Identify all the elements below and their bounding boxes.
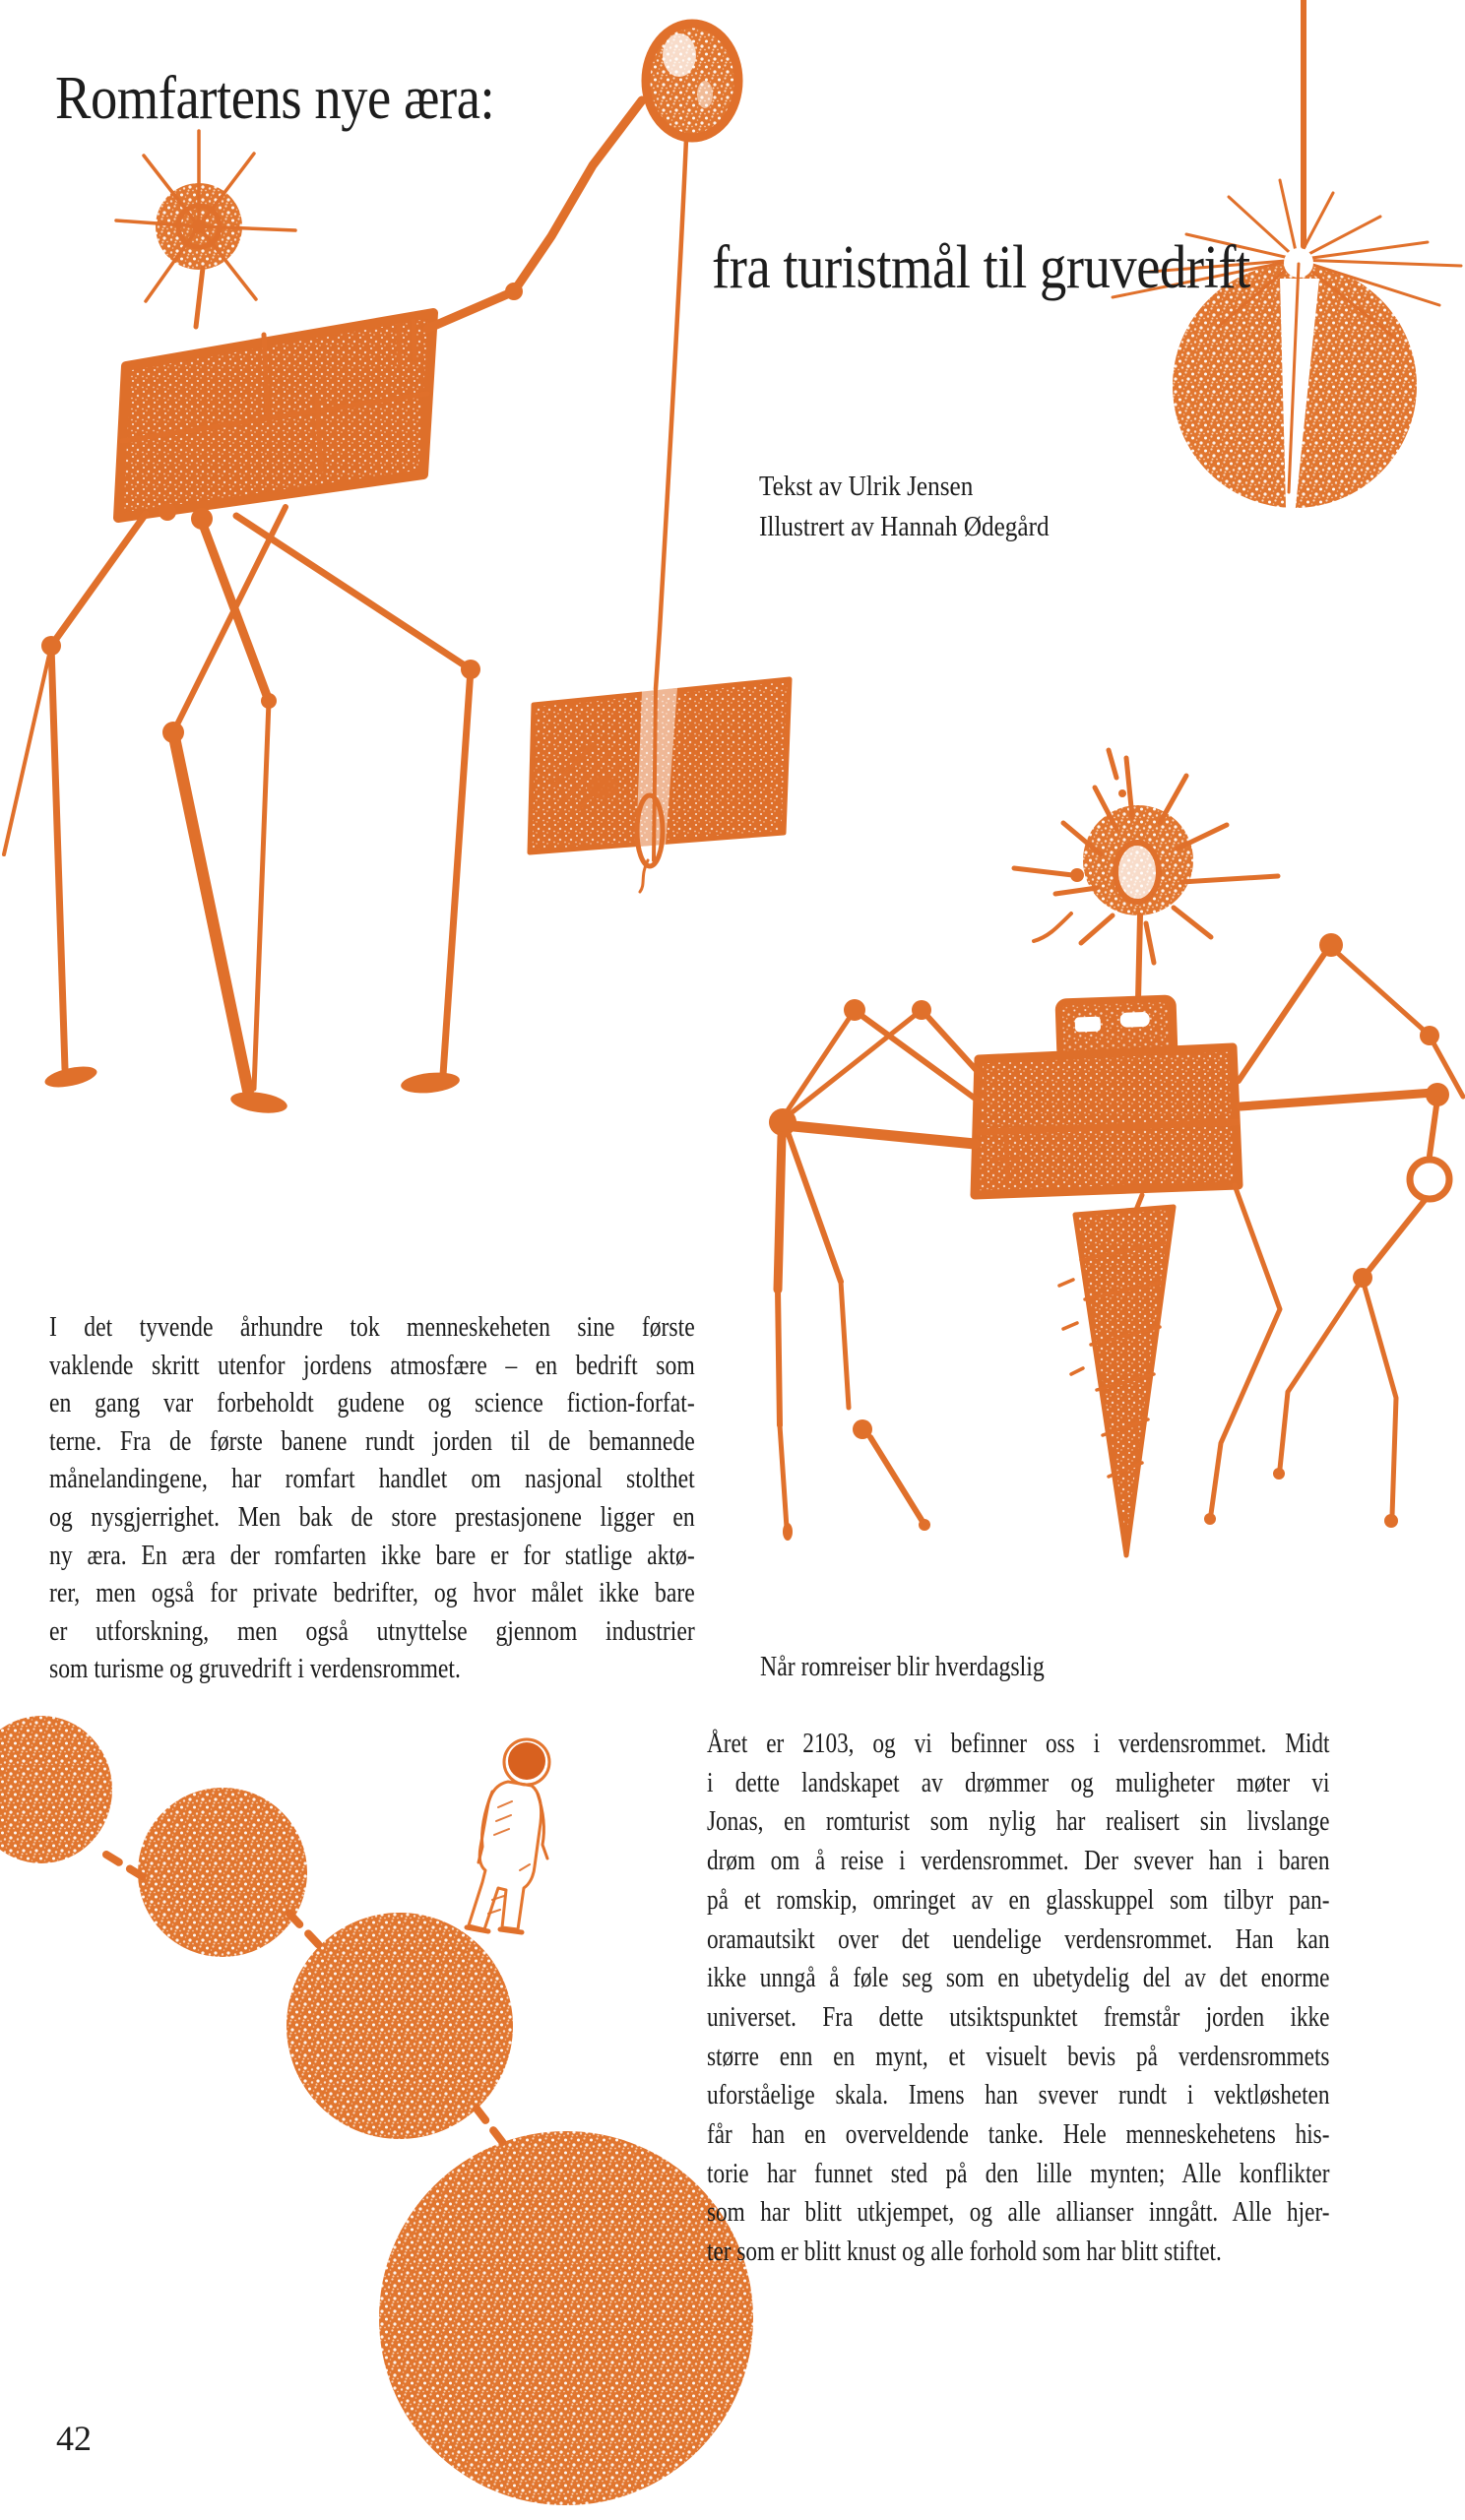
balloon-illustration: [646, 24, 738, 689]
text-line: oramautsikt over det uendelige verdensrommet. Han kan: [707, 1923, 1330, 1955]
byline: [759, 467, 1050, 547]
text-line: ikke unngå å føle seg som en ubetydelig del av det enorme: [707, 1963, 1330, 1994]
text-line: og nysgjerrighet. Men bak de store prestasjonene ligger en: [49, 1501, 695, 1533]
byline-illustrator: Illustrert av Hannah Ødegård: [759, 512, 1050, 542]
robot-sun-head: [116, 131, 295, 301]
text-line: større enn en mynt, et visuelt bevis på verdensrommets: [707, 2041, 1330, 2072]
text-line: terne. Fra de første banene rundt jorden til de bemannede: [49, 1425, 695, 1457]
mining-robot-illustration: [769, 750, 1463, 1555]
text-line: får han en overveldende tanke. Hele menneskehetens his-: [707, 2119, 1330, 2151]
text-line: på et romskip, omringet av en glasskuppel som tilbyr pan-: [707, 1884, 1330, 1916]
text-line: som turisme og gruvedrift i verdensrommet.: [49, 1654, 461, 1685]
section-heading: Når romreiser blir hverdagslig: [760, 1652, 1045, 1682]
text-line: I det tyvende århundre tok menneskeheten sine første: [49, 1312, 695, 1343]
intro-paragraph: [49, 1309, 695, 1689]
text-line: drøm om å reise i verdensrommet. Der svever han i baren: [707, 1846, 1330, 1877]
walking-robot-illustration: [4, 100, 642, 1116]
text-line: rer, men også for private bedrifter, og hvor målet ikke bare: [49, 1578, 695, 1609]
text-line: vaklende skritt utenfor jordens atmosfære – en bedrift som: [49, 1350, 695, 1381]
banner-illustration: [530, 679, 790, 892]
page-title: Romfartens nye æra:: [55, 65, 495, 132]
text-line: en gang var forbeholdt gudene og science fiction-forfat-: [49, 1388, 695, 1419]
text-line: i dette landskapet av drømmer og muligheter møter vi: [707, 1767, 1330, 1798]
text-line: uforståelige skala. Imens han svever rundt i vektløsheten: [707, 2080, 1330, 2111]
text-line: torie har funnet sted på den lille mynten; Alle konflikter: [707, 2158, 1330, 2189]
text-line: Året er 2103, og vi befinner oss i verdensrommet. Midt: [707, 1729, 1330, 1759]
robot-right-legs: [1204, 933, 1463, 1528]
byline-author: Tekst av Ulrik Jensen: [759, 472, 974, 502]
text-line: ny æra. En æra der romfarten ikke bare er for statlige aktø-: [49, 1540, 695, 1571]
robot-star-head: [1014, 750, 1278, 963]
text-line: månelandingene, har romfart handlet om nasjonal stolthet: [49, 1464, 695, 1495]
drill-icon: [1059, 1195, 1174, 1555]
astronaut-illustration: [467, 1739, 549, 1932]
text-line: er utforskning, men også utnyttelse gjennom industrier: [49, 1615, 695, 1647]
text-line: Jonas, en romturist som nylig har realisert sin livslange: [707, 1806, 1330, 1838]
page-number: 42: [56, 2419, 92, 2458]
asteroid-chain-illustration: [0, 1716, 753, 2505]
text-line: ter som er blitt knust og alle forhold som har blitt stiftet.: [707, 2236, 1222, 2268]
body-paragraph: [707, 1725, 1329, 2272]
page-subtitle: fra turistmål til gruvedrift: [712, 234, 1250, 301]
text-line: som har blitt utkjempet, og alle allianser inngått. Alle hjer-: [707, 2197, 1330, 2229]
robot-left-legs: [769, 999, 981, 1541]
text-line: universet. Fra dette utsiktspunktet fremstår jorden ikke: [707, 2001, 1330, 2033]
